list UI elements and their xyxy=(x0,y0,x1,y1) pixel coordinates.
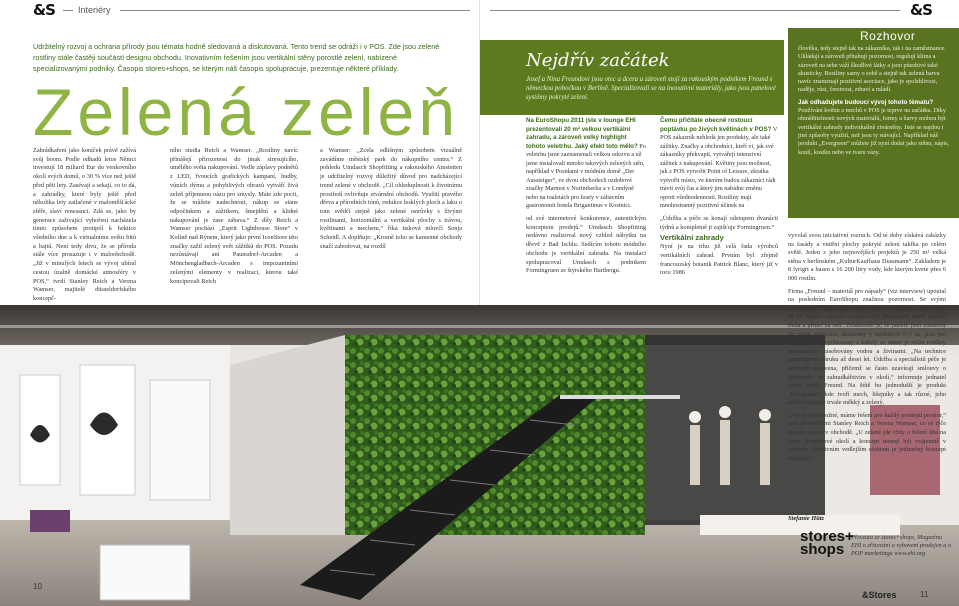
article-title: Zelená zeleň xyxy=(33,75,459,149)
sidebar-paragraph-2: Používání květin a mechů v POS je teprve na začátku. Díky obměňitelnosti nových materiálů, formy a barvy mohou být vertikální zahrady individuálně ztvárněny. Jisté se najdou i jiné způsoby využití, než jsou ty stávající. Například náš produkt „Evergreen“ můžete již nyní dodat jako stěnu, nápis, kouli, kostku nebo ve tvaru vázy. xyxy=(798,107,950,156)
interview-question-1: Na EuroShopu 2011 jste v lounge EHI prezentovali 20 m² velkou vertikální zahradu, a zároveň velký highlight tohoto veletrhu. Jaký efekt toto mělo? xyxy=(526,117,638,150)
header-rule xyxy=(63,10,73,11)
article-column-2: ního studia Reich a Wamser. „Rostliny navíc přinášejí přirozenost do jinak stresujícího, umělého světa nakupování. Vedle záplavy podnětů z LED, řvoucích grafických kampaní, hudby, vůních dýmu a pohyblivých obrazů vytváří živá zeleň příjemnou oázu pro smysly. Máte zde pocit, že se můžete nadechnout, nákup se stane odpočinkem a zážitkem, šmejdění a klidné nakupování je zase zábava.“ Z díly Reich a Wamser pochází „Esprit Lighthouse Store“ v Kolíně nad Rýnem, který jako první IconStore této značky zažil zelený svět zážitků do POS. Pozadu nezůstávají ani Paunsdorf-Arcaden a Mönchengladbach-Arcaden s impozantními zelenými elementy v realizaci, kterou také koncipovali Reich xyxy=(170,147,299,285)
article-lead: Udržitelný rozvoj a ochrana přírody jsou témata hodně sledovaná a diskutovaná. Tento trend se odráží i v POS. Zde jsou zelené rostliny stále častěji součástí designu obchodu. Inovativním řešením jsou vertikální stěny porostlé zelení, nabízené specializovanými podniky. Časopis stores+shops, se kterým náš časopis spolupracuje, prezentuje některé příklady. xyxy=(33,42,440,73)
interview-answer-1: Po veletrhu jsme zaznamenali velkou odezvu a už jsme instalovali mnoho takových zelených stěn, například v Postdami v módním domě „Der Aussteiger“, ve dvou obchodech ozdobové značky Marmot v Norimberku a v Londýně nebo na toaletách pro hosty v zábavním gastronomii hotela Brigantinus v Kostnici. xyxy=(526,142,646,209)
right-column-paragraph-2: Firma „Freund – materiál pro nápady“ (viz interview) upoutal na posledním EuroShopu značnou pozornost. Se svými „LivePanel“ nabízí stále zelené stěny s rostlinami, které jsou již při dodání vzrostlé a mohou být připevněny téměř jakkoli třeba a přímo na zeď. Zvláštností je, že panely jsou zasazeny do země pěstování, dodávány v modulech 5×1 m, jsou pro stejné výběry vyobrazeny a kabely se mimo je nelze rostliny automaticky zásobovány vodou a živinami. „Na technice garantujeme záruku až deset let. Údržba a specialistů péče je smluvně upravena, přičemž se často uzavírají smlouvy o spolupráci se zahradkářstvím v okolí,“ informuje jednatel firmy Josef Freund. Na štítě bu jednodušší je produkt „Evergreen“, kde tvoří mech, lišejníky a tak různé, jeho pohled zůstane trvale měkký a zelený. xyxy=(788,287,946,407)
header-rule xyxy=(120,10,470,11)
article-column-5-text: „Údržba a péče se konají odstupem dvanácti týdnů a kompletně ji zajišťuje Formingruen.“ xyxy=(660,215,778,231)
sidebar-paragraph-1: člověka, tedy stejně tak na zákazníka, tak i na zaměstnance. Ukládají a zároveň přitahují pozornost, regulují klima a zároveň na sebe váží škodlivé látky a jsou působivé také akusticky. Rostliny samy o sobě a stejně tak zelená barva navíc znamenají pozitivní asociace, jako je spolehlivost, naděje, růst, čerstvost, zdraví a mládí. xyxy=(798,45,946,94)
interview-question-2: Čemu přičítáte obecně rostoucí poptávku po živých květinách v POS? xyxy=(660,117,772,133)
right-column-paragraph-3: „Nic není nemožné, máme řešení pro každý prodejní prostor,“ jsou přesvědčeni Stanley Reich a Verena Wamser, co se týče tématu zelené v obchodě. „U zelené jde vždy o řešení šitá na míru. Prostorové okolí a koncept musejí být vzájemně v souladu. Pozitivním vedlejším efektem je jedinečný koncept obchodu.“ xyxy=(788,411,946,462)
intro-box-subtitle: Josef a Nina Freundovi jsou otec a dcera a zároveň stojí za rakouským podnikem Freund s německou pobočkou v Berlíně. Specializovali se na inovativní materiály, jako jsou panelové systémy pokryté zelení. xyxy=(526,76,776,101)
interview-block-1 xyxy=(526,117,646,211)
article-column-4: od své internetové konkurence, autentickým konceptem prodejů.“ Umdasch Shopfitting nedávno realizoval nový vzhled nábytku na dřevě z Bad Ischlu. Sedícím tohoto módního obchodu je vertikální zahrada. Na instalaci spolupracoval Umdasch s podnikem Formingruen ze štýrského Hartbergu. xyxy=(526,215,646,275)
subheading-vertical-gardens: Vertikální zahrady xyxy=(660,233,724,243)
article-column-1: Zahrádkaření jako koníček právě zažívá svůj boom. Podle odhadů letos Němci investují 18 miliard Eur do venkovního okolí svých domů, o 30 % více než ještě před pěti lety. Zasévají a sekají, co to dá, a zahrádky, které byly ještě před několika lety zatlačené v maloměšťácké sféře, slaví renesanci. Zdá se, jako by generace zažívající vyhoření nacházela tímto způsobem protipól k hektice všedního dne a k virtualnímu světu bitů a bajtů. Není tedy divu, že se příroda stále více prosazuje i v maloobchodě. „Již v minulých letech se vývoj ubíral cestou úzalně domácké atmosféry v POS,“ tvrdí Stanley Reich a Verena Wamser, majitelé düsseldorfského koncepč- xyxy=(33,147,136,302)
interview-block-2 xyxy=(660,117,778,211)
article-column-3: a Wamser: „Zcela odlišným způsobem vizuálně zavádíme městský park do nákupního centra.“ Z pohledu Umdasch Shopfitting a rakouského Amstetten je udržitelný rozvoj důležitý důvod pro nadcházející trend zelené v obchodě. „Cíl ohleduplnosti k životnímu prostředí ovlivňuje ztvárnění obchodů. Využití pravého dřeva a přírodních tónů, redukce lesklých ploch a laku o tom svědčí stejně jako zelené ostrůvky s živými rostlinami, horizontální a vertikální plochy s trávou, květinami a mechem,“ říká tisková mluvčí Sonja Scheidl. A doplňuje: „Kromě toho se kamenné obchody snaží zabodovat, na rozdíl xyxy=(320,147,462,250)
article-column-5-text-2: Nyní je na trhu již celá řada výrobců vertikálních zahrad. Prvním byl zřejmě francouzský botanik Patrick Blanc, který již v roce 1986 xyxy=(660,243,778,277)
ad-logo-line-1: stores+ xyxy=(800,528,854,545)
right-column xyxy=(788,232,946,463)
page-number-left: 10 xyxy=(33,582,42,591)
magazine-logo: &S xyxy=(910,1,932,19)
sidebar-text xyxy=(798,45,953,157)
footer-brand: &Stores xyxy=(862,590,897,600)
magazine-logo: &S xyxy=(33,1,55,19)
source-credit: Převzato ze stores+shops, Magazínu EHI o zřizování a vybavení prodejen a o POP marketingu www.ehi.org xyxy=(851,534,951,557)
sidebar-question: Jak odhadujete budoucí vývoj tohoto tématu? xyxy=(798,98,934,106)
right-column-paragraph-1: vyvolal svou iniciativní rozruch. Od té doby získává zakázky na fasády a vnitřní plochy pokryté zelení takřka po celém světě. Jeden z jeho nejnovějších projektů je 250 m² velká stěna v berlínském „KulturKaufhaus Dussmann“. Zakladem je 8 lyrigrt a basen s 16 200 litry vody, kde kterým kvete přes 6 000 rostlin. xyxy=(788,232,946,282)
stores-shops-logo xyxy=(800,530,854,556)
author-signature: Stefanie Hütz xyxy=(788,515,825,522)
section-label: Interiéry xyxy=(78,5,111,15)
sidebar-title: Rozhovor xyxy=(860,29,916,43)
article-column-5 xyxy=(660,215,778,278)
header-rule xyxy=(490,10,900,11)
ad-logo-line-2: shops xyxy=(800,541,845,558)
intro-box-title: Nejdřív začátek xyxy=(526,50,670,71)
interview-answer-2: V POS zákazník nehledá jen produkty, ale také zážitky. Značky a obchodníci, kteří vi, jak své zákazníky překvapit, vytvářejí intenzivní zážitek z nakupování. Květiny jsou možnost, jak z POS vytvořit Point of Leisure, zkratka vytvořit místo, ve kterém budou zákazníci rádi trávit svůj čas a který jim nabídne změnu oproti všednodennosti. Rostliny mají mnohostranný pozitivní účinek na xyxy=(660,125,778,209)
page-number-right: 11 xyxy=(920,590,929,599)
